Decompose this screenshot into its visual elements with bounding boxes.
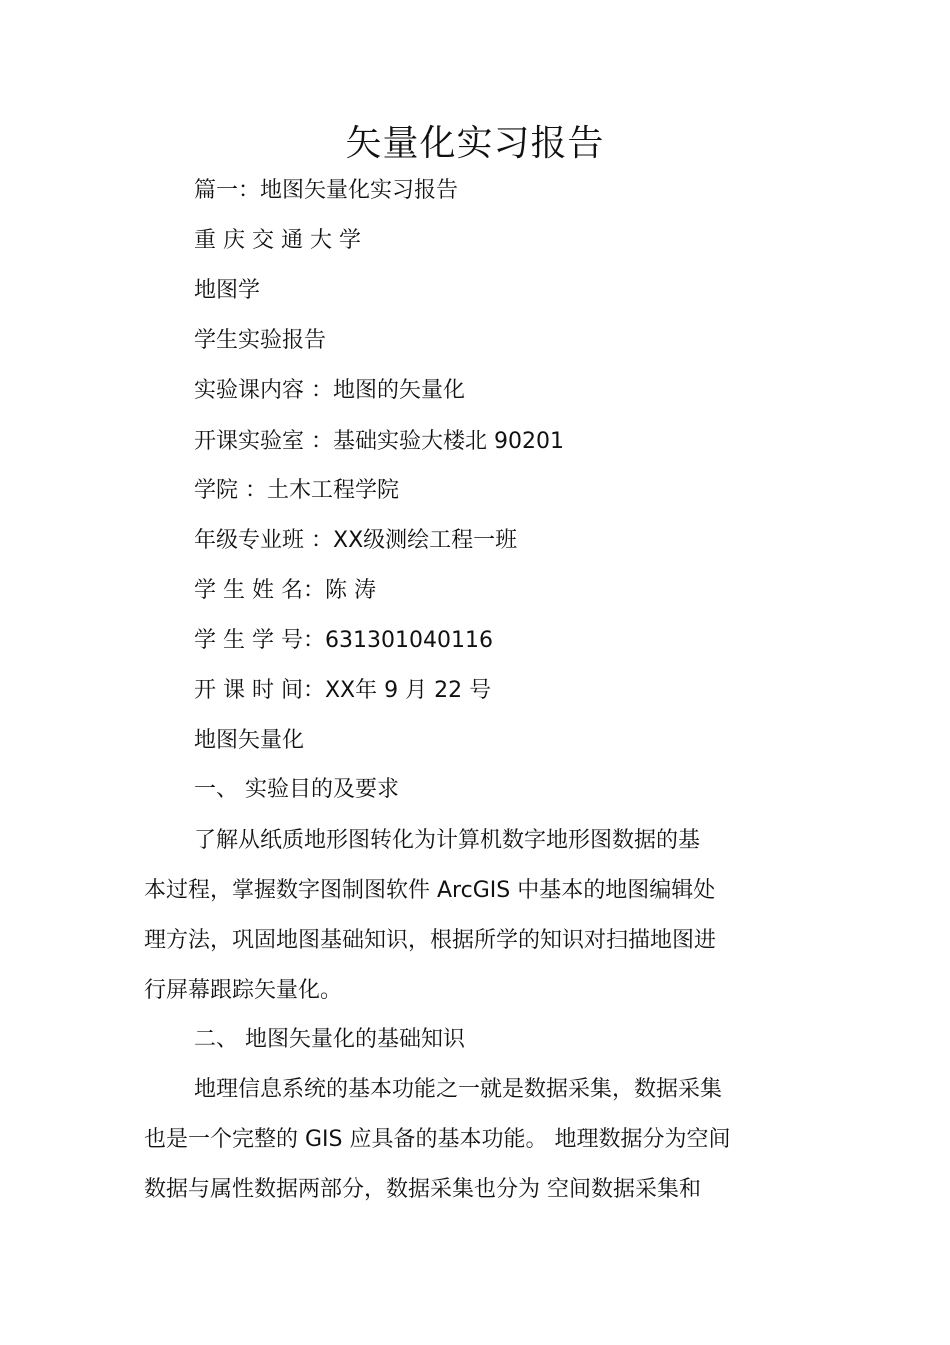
paragraph-line: 了解从纸质地形图转化为计算机数字地形图数据的基: [194, 828, 701, 853]
section-heading-part-one: 篇一：地图矢量化实习报告: [194, 178, 459, 203]
course-name: 地图学: [194, 278, 261, 303]
document-title: 矢量化实习报告: [345, 123, 605, 164]
paragraph-line: 数据与属性数据两部分，数据采集也分为 空间数据采集和: [144, 1177, 701, 1202]
paragraph-line: 理方法，巩固地图基础知识，根据所学的知识对扫描地图进: [144, 928, 717, 953]
paragraph-line: 地理信息系统的基本功能之一就是数据采集，数据采集: [194, 1077, 723, 1102]
grade-major-class: 年级专业班 ：XX级测绘工程一班: [194, 528, 518, 553]
section-heading-objectives: 一、 实验目的及要求: [194, 777, 399, 802]
paragraph-line: 也是一个完整的 GIS 应具备的基本功能。 地理数据分为空间: [144, 1127, 731, 1152]
paragraph-line: 行屏幕跟踪矢量化。: [144, 978, 343, 1003]
student-id: 学 生 学 号：631301040116: [194, 628, 493, 653]
college: 学院 ：土木工程学院: [194, 478, 399, 503]
student-name: 学 生 姓 名：陈 涛: [194, 578, 376, 603]
topic-heading: 地图矢量化: [194, 728, 305, 753]
university-name: 重 庆 交 通 大 学: [194, 228, 361, 253]
report-type: 学生实验报告: [194, 328, 327, 353]
lab-location: 开课实验室 ：基础实验大楼北 90201: [194, 429, 564, 454]
section-heading-basics: 二、 地图矢量化的基础知识: [194, 1027, 465, 1052]
paragraph-line: 本过程，掌握数字图制图软件 ArcGIS 中基本的地图编辑处: [144, 878, 716, 903]
experiment-content: 实验课内容 ：地图的矢量化: [194, 378, 465, 403]
course-date: 开 课 时 间：XX年 9 月 22 号: [194, 678, 492, 703]
